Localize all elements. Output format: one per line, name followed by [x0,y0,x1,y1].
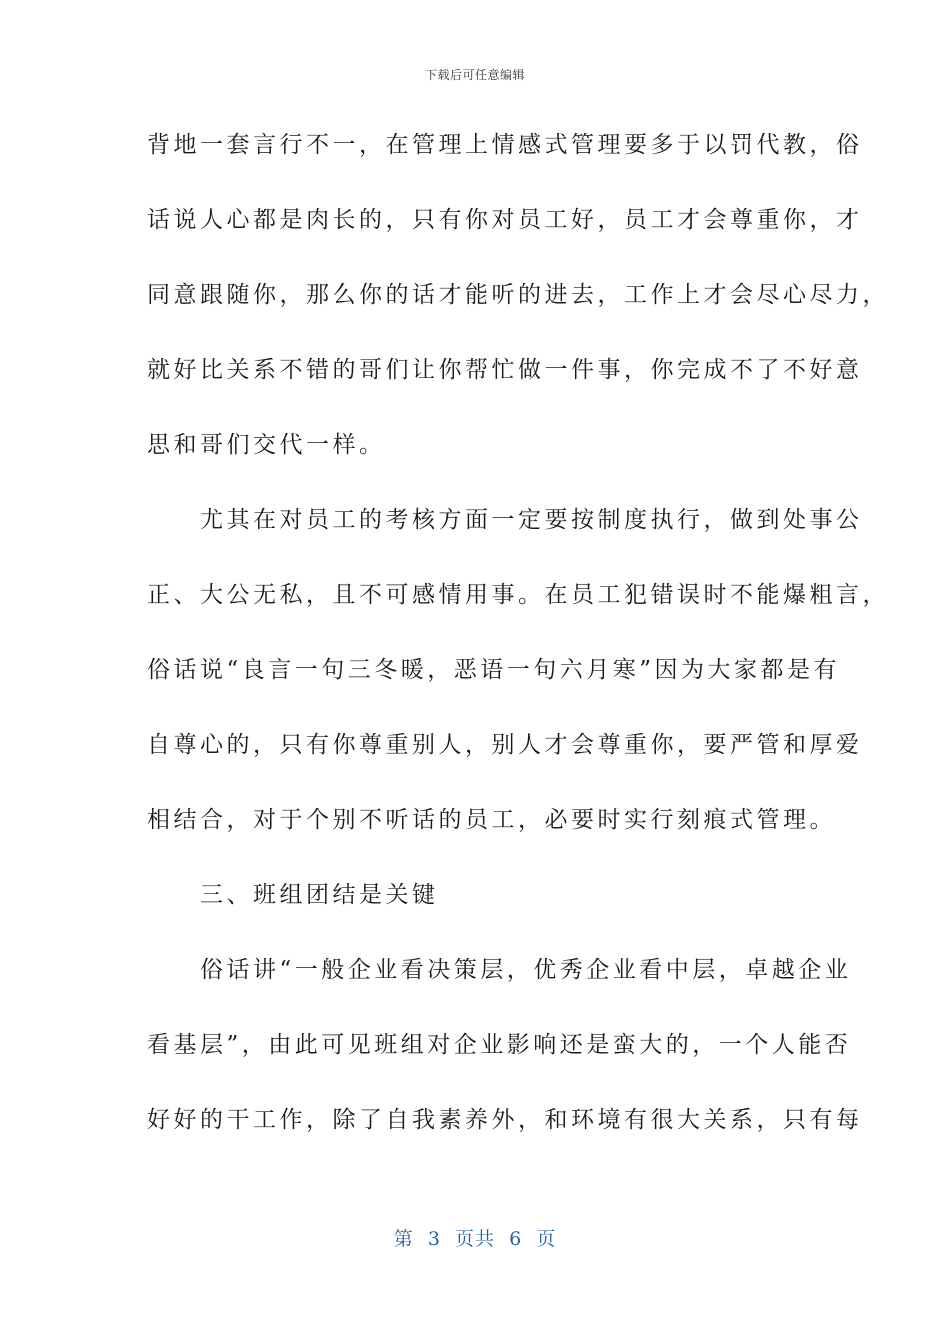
text-line: 俗话讲“一般企业看决策层，优秀企业看中层，卓越企业 [147,957,852,983]
section-heading: 三、班组团结是关键 [147,882,439,908]
page-number: 第 3 页共 6 页 [393,1228,557,1250]
text-line: 尤其在对员工的考核方面一定要按制度执行，做到处事公 [147,507,863,533]
text-line: 就好比关系不错的哥们让你帮忙做一件事，你完成不了不好意 [147,357,863,383]
text-line: 背地一套言行不一，在管理上情感式管理要多于以罚代教，俗 [147,132,863,158]
text-line: 相结合，对于个别不听话的员工，必要时实行刻痕式管理。 [147,807,836,833]
text-line: 正、大公无私，且不可感情用事。在员工犯错误时不能爆粗言， [147,582,889,608]
text-line: 自尊心的，只有你尊重别人，别人才会尊重你，要严管和厚爱 [147,732,863,758]
text-line: 俗话说“良言一句三冬暖，恶语一句六月寒”因为大家都是有 [147,657,841,683]
text-line: 思和哥们交代一样。 [147,432,386,458]
text-line: 看基层”，由此可见班组对企业影响还是蛮大的，一个人能否 [147,1032,852,1058]
text-line: 话说人心都是肉长的，只有你对员工好，员工才会尊重你，才 [147,207,863,233]
text-line: 同意跟随你，那么你的话才能听的进去，工作上才会尽心尽力， [147,282,889,308]
header-note: 下载后可任意编辑 [424,68,525,82]
document-body [147,122,889,1172]
text-line: 好好的干工作，除了自我素养外，和环境有很大关系，只有每 [147,1107,863,1133]
